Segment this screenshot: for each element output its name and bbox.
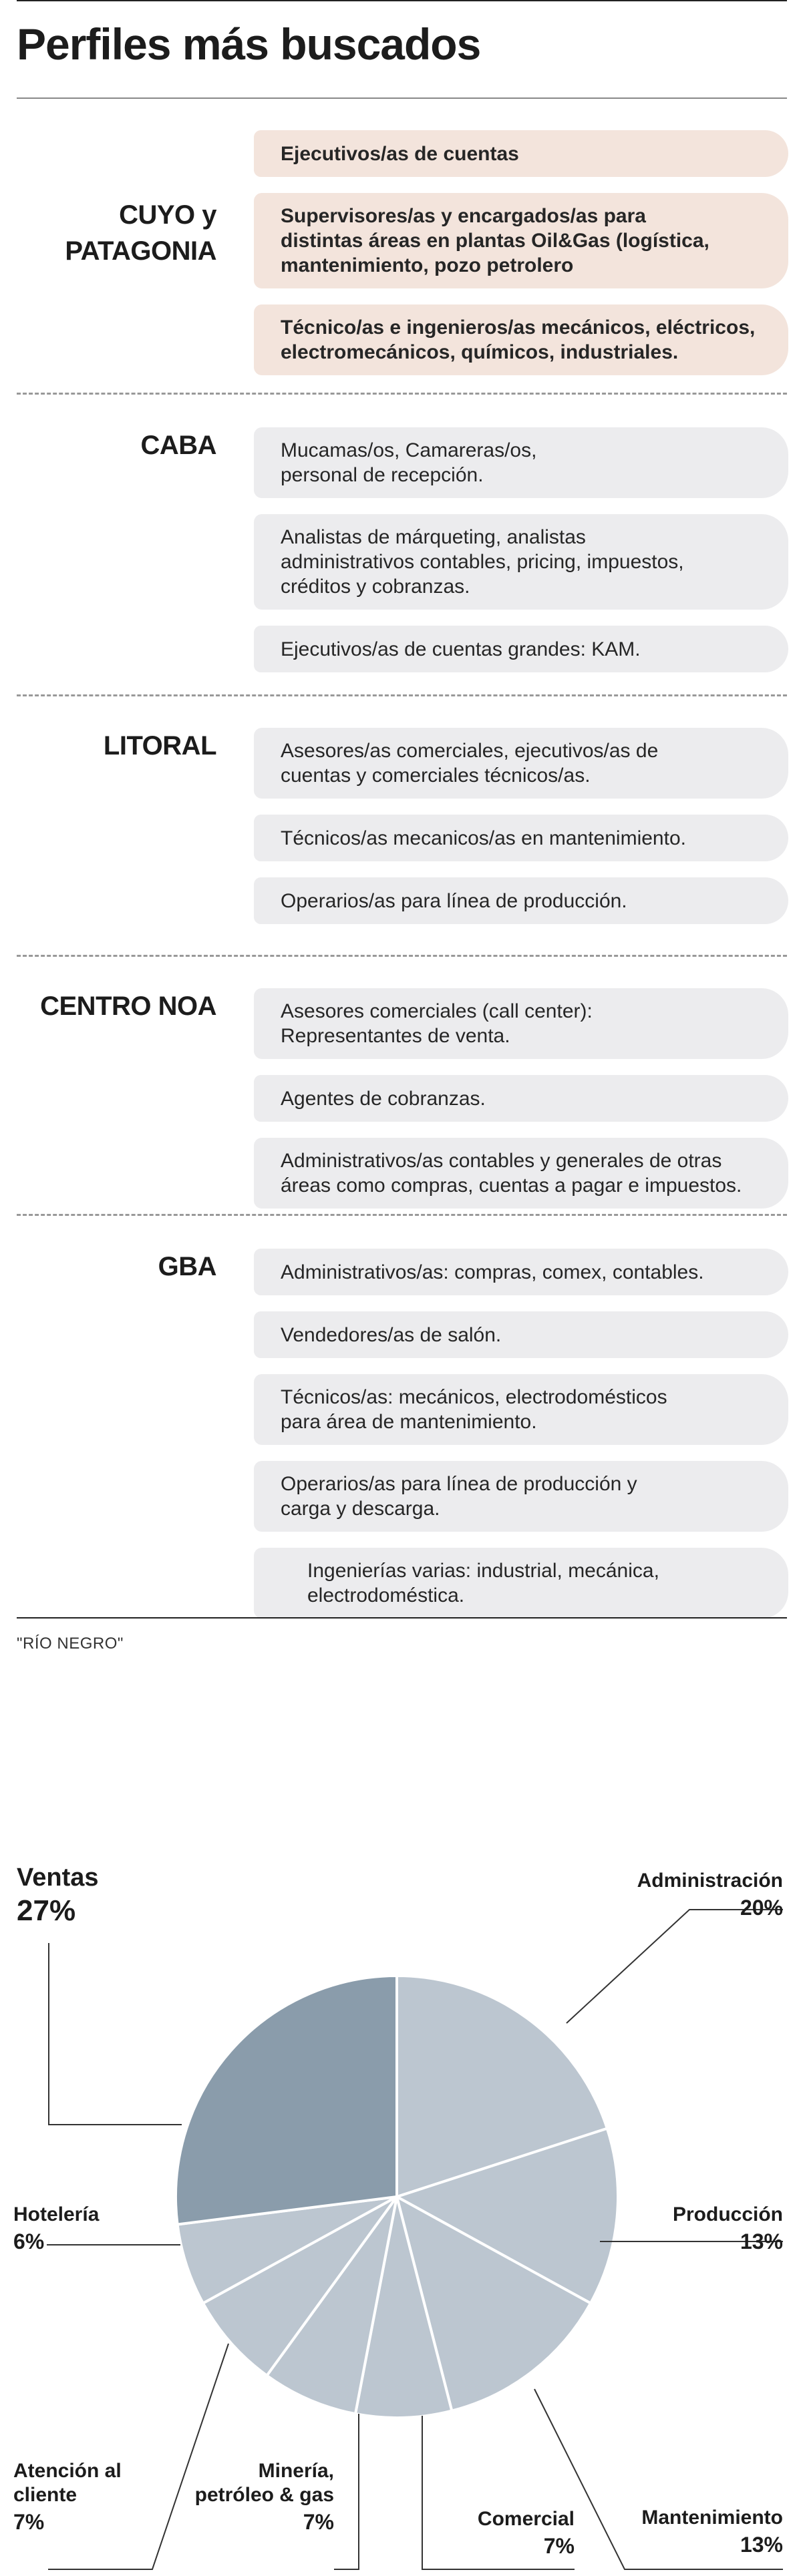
profile-text-line: mantenimiento, pozo petrolero: [281, 254, 574, 276]
slice-leader-line: [334, 2414, 359, 2569]
profile-item: [254, 193, 788, 288]
region-divider: [17, 393, 787, 395]
slice-label: Administración: [637, 1870, 783, 1892]
slice-value-label: 7%: [303, 2510, 334, 2534]
profile-text-line: Asesores comerciales (call center):: [281, 1000, 593, 1022]
profile-item: [254, 514, 788, 610]
region-divider: [17, 955, 787, 957]
profile-text-line: áreas como compras, cuentas a pagar e impuestos.: [281, 1174, 742, 1197]
profile-text-line: Ejecutivos/as de cuentas grandes: KAM.: [281, 638, 641, 660]
profile-text-line: electromecánicos, químicos, industriales.: [281, 341, 679, 363]
slice-label: Comercial: [477, 2508, 575, 2530]
profile-text-line: Ingenierías varias: industrial, mecánica,: [307, 1560, 659, 1582]
pie-chart: [0, 1803, 803, 2576]
profile-text-line: Técnicos/as mecanicos/as en mantenimiento.: [281, 827, 686, 849]
profile-text-line: créditos y cobranzas.: [281, 576, 470, 598]
slice-label: Hotelería: [13, 2203, 100, 2225]
region-name: [40, 988, 216, 1024]
region-name-line: CABA: [140, 431, 216, 460]
profile-item: [254, 1548, 788, 1619]
region-name-line: PATAGONIA: [65, 236, 216, 266]
slice-value-label: 7%: [543, 2534, 575, 2558]
profile-text-line: Operarios/as para línea de producción.: [281, 889, 627, 912]
profile-item: [254, 1138, 788, 1209]
profile-text-line: Técnicos/as: mecánicos, electrodomésticos: [281, 1386, 667, 1408]
slice-value-label: 7%: [13, 2510, 45, 2534]
profile-text-line: Ejecutivos/as de cuentas: [281, 142, 519, 165]
profile-item: [254, 1075, 788, 1122]
profile-item: [254, 1461, 788, 1532]
profile-text-line: distintas áreas en plantas Oil&Gas (logística,: [281, 230, 709, 252]
slice-label: Minería,: [258, 2460, 334, 2482]
slice-label: petróleo & gas: [194, 2484, 334, 2506]
region-name: [104, 728, 216, 764]
region-name: [65, 197, 216, 269]
title-rule: [17, 97, 787, 99]
profile-text-line: Representantes de venta.: [281, 1025, 510, 1047]
top-rule: [17, 0, 787, 1]
slice-label: Mantenimiento: [641, 2507, 783, 2529]
profile-item: [254, 815, 788, 861]
profile-item: [254, 877, 788, 924]
region-name: [140, 427, 216, 463]
slice-label: Atención al: [13, 2460, 122, 2482]
slice-value-label: 6%: [13, 2229, 45, 2253]
profile-item: [254, 626, 788, 672]
profile-text-line: para área de mantenimiento.: [281, 1411, 537, 1433]
profile-item: [254, 304, 788, 375]
profile-item: [254, 1249, 788, 1295]
profile-text-line: Agentes de cobranzas.: [281, 1087, 486, 1110]
profile-item: [254, 427, 788, 498]
profile-text-line: administrativos contables, pricing, impuestos,: [281, 551, 684, 573]
profile-text-line: carga y descarga.: [281, 1498, 440, 1520]
profile-text-line: Operarios/as para línea de producción y: [281, 1473, 637, 1495]
profile-text-line: Vendedores/as de salón.: [281, 1323, 502, 1346]
slice-label: Producción: [672, 2203, 783, 2225]
region-divider: [17, 694, 787, 696]
profile-text-line: Técnico/as e ingenieros/as mecánicos, eléctricos,: [281, 316, 756, 339]
region-name-line: GBA: [158, 1252, 216, 1281]
region-name-line: CENTRO NOA: [40, 992, 216, 1021]
profile-text-line: Supervisores/as y encargados/as para: [281, 205, 646, 227]
slice-value-label: 13%: [740, 2229, 783, 2253]
profile-item: [254, 1374, 788, 1445]
source-note: "RÍO NEGRO": [17, 1635, 124, 1653]
slice-leader-line: [49, 1943, 182, 2125]
profile-item: [254, 988, 788, 1059]
profile-text-line: Mucamas/os, Camareras/os,: [281, 439, 537, 461]
profile-text-line: Administrativos/as: compras, comex, contables.: [281, 1261, 704, 1283]
bottom-rule: [17, 1617, 787, 1619]
region-name-line: CUYO y: [119, 200, 216, 230]
pie-slice: [176, 1976, 397, 2224]
profile-item: [254, 728, 788, 799]
profile-text-line: Asesores/as comerciales, ejecutivos/as de: [281, 740, 659, 762]
slice-label: cliente: [13, 2484, 77, 2506]
profile-item: [254, 130, 788, 177]
profile-text-line: electrodoméstica.: [307, 1584, 465, 1606]
region-name: [158, 1249, 216, 1285]
profile-text-line: Analistas de márqueting, analistas: [281, 526, 586, 548]
slice-label: Ventas: [17, 1864, 99, 1892]
slice-value-label: 27%: [17, 1894, 76, 1927]
profile-text-line: cuentas y comerciales técnicos/as.: [281, 765, 591, 787]
profile-text-line: Administrativos/as contables y generales de otras: [281, 1150, 722, 1172]
region-divider: [17, 1214, 787, 1216]
slice-leader-line: [48, 2344, 228, 2569]
slice-leader-line: [567, 1910, 783, 2023]
region-name-line: LITORAL: [103, 731, 216, 761]
profile-item: [254, 1311, 788, 1358]
page-title: Perfiles más buscados: [17, 19, 481, 69]
slice-value-label: 13%: [740, 2533, 783, 2557]
profile-text-line: personal de recepción.: [281, 464, 484, 486]
slice-value-label: 20%: [740, 1896, 783, 1920]
